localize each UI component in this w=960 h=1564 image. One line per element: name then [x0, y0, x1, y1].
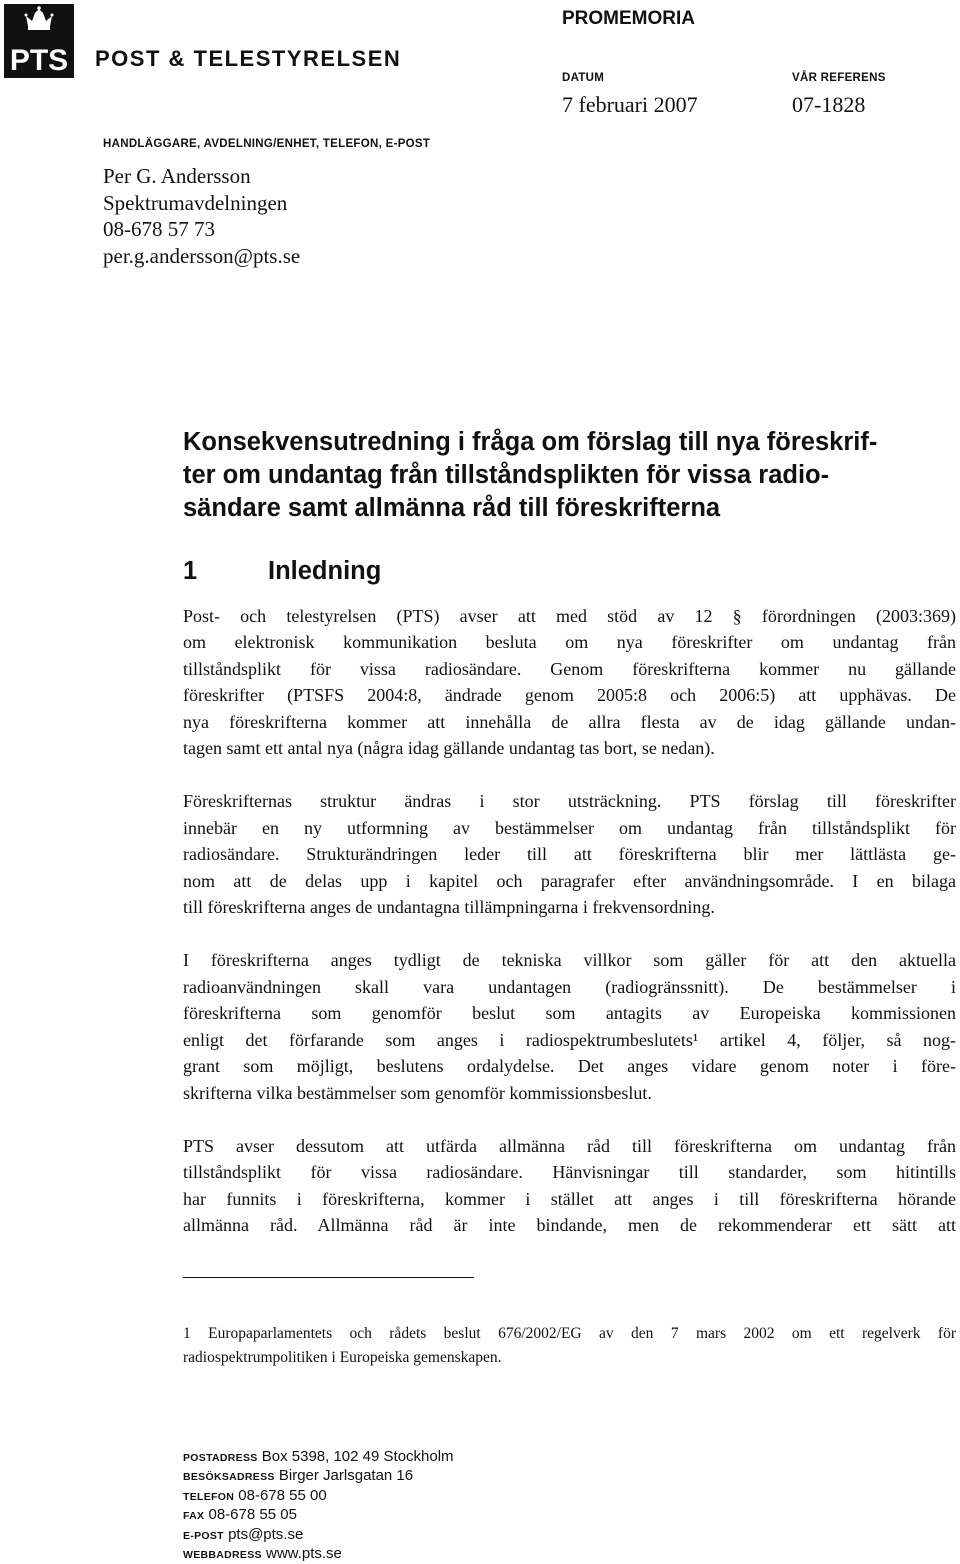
visiting-address: BESÖKSADRESS Birger Jarlsgatan 16: [183, 1467, 414, 1485]
handler-department: Spektrumavdelningen: [103, 190, 288, 215]
text-line: tillståndsplikt för vissa radiosändare. Hänvisningar till standarder, som hitintills: [183, 1162, 956, 1183]
text-line: PTS avser dessutom att utfärda allmänna råd till föreskrifterna om undantag från: [183, 1135, 956, 1156]
title-line: sändare samt allmänna råd till föreskrifterna: [183, 494, 721, 522]
document-title: [183, 426, 959, 525]
document-type: PROMEMORIA: [562, 8, 695, 29]
fax: FAX 08-678 55 05: [183, 1506, 297, 1524]
handler-email: per.g.andersson@pts.se: [103, 243, 301, 268]
body-text: [183, 603, 956, 1266]
telephone: TELEFON 08-678 55 00: [183, 1486, 327, 1504]
footnote: [183, 1322, 956, 1370]
text-line: radiosändare. Strukturändringen leder till att föreskrifterna blir mer lättlästa ge-: [183, 844, 956, 865]
text-line: skrifterna vilka bestämmelser som genomför kommissionsbeslut.: [183, 1082, 652, 1103]
footnote-line: radiospektrumpolitiken i Europeiska gemenskapen.: [183, 1349, 502, 1366]
handler-name: Per G. Andersson: [103, 164, 251, 188]
text-line: innebär en ny utformning av bestämmelser om undantag från tillståndsplikt för: [183, 817, 956, 838]
handler-label: HANDLÄGGARE, AVDELNING/ENHET, TELEFON, E-POST: [103, 138, 431, 150]
pts-crown-logo-icon: [4, 4, 74, 78]
email: E-POST pts@pts.se: [183, 1525, 304, 1543]
reference-value: 07-1828: [792, 92, 866, 117]
paragraph: [183, 1133, 956, 1239]
paragraph: [183, 947, 956, 1105]
text-line: nya föreskrifterna kommer att innehålla de allra flesta av de idag gällande undan-: [183, 711, 956, 732]
title-line: Konsekvensutredning i fråga om förslag till nya föreskrif-: [183, 428, 878, 456]
text-line: föreskrifterna som genomför beslut som antagits av Europeiska kommissionen: [183, 1003, 956, 1024]
text-line: till föreskrifterna anges de undantagna tillämpningarna i frekvensordning.: [183, 897, 715, 918]
text-line: om elektronisk kommunikation besluta om nya föreskrifter om undantag från: [183, 632, 956, 653]
footnote-separator: [183, 1277, 474, 1278]
address-block: [183, 1448, 454, 1564]
paragraph: [183, 788, 956, 920]
handler-phone: 08-678 57 73: [103, 217, 215, 241]
section-heading: [183, 557, 381, 586]
paragraph: [183, 603, 956, 761]
text-line: allmänna råd. Allmänna råd är inte bindande, men de rekommenderar ett sätt att: [183, 1215, 956, 1236]
text-line: Post- och telestyrelsen (PTS) avser att med stöd av 12 § förordningen (2003:369): [183, 606, 956, 626]
date-value: 7 februari 2007: [562, 92, 698, 117]
section-title: Inledning: [268, 557, 382, 585]
postal-address: POSTADRESS Box 5398, 102 49 Stockholm: [183, 1448, 454, 1465]
text-line: tillståndsplikt för vissa radiosändare. Genom föreskrifterna kommer nu gällande: [183, 658, 956, 679]
date-label: DATUM: [562, 72, 605, 84]
title-line: ter om undantag från tillståndsplikten för vissa radio-: [183, 461, 830, 489]
svg-text:PTS: PTS: [9, 44, 69, 77]
text-line: grant som möjligt, beslutens ordalydelse. Det anges vidare genom noter i före-: [183, 1056, 956, 1077]
text-line: tagen samt ett antal nya (några idag gällande undantag tas bort, se nedan).: [183, 738, 715, 759]
handler-contact: [103, 163, 300, 269]
website: WEBBADRESS www.pts.se: [183, 1545, 342, 1563]
footnote-line: 1 Europaparlamentets och rådets beslut 676/2002/EG av den 7 mars 2002 om ett regelverk för: [183, 1325, 956, 1342]
text-line: radioanvändningen skall vara undantagen (radiogränssnitt). De bestämmelser i: [183, 976, 956, 997]
pts-logo: [4, 4, 74, 78]
text-line: enligt det förfarande som anges i radiospektrumbeslutets¹ artikel 4, följer, så nog-: [183, 1029, 956, 1050]
agency-name: POST & TELESTYRELSEN: [95, 46, 402, 71]
section-number: 1: [183, 557, 198, 585]
text-line: nom att de delas upp i kapitel och paragrafer efter användningsområde. I en bilaga: [183, 870, 956, 891]
text-line: har funnits i föreskrifterna, kommer i stället att anges i till föreskrifterna hörande: [183, 1188, 956, 1209]
text-line: föreskrifter (PTSFS 2004:8, ändrade genom 2005:8 och 2006:5) att upphävas. De: [183, 685, 956, 706]
text-line: I föreskrifterna anges tydligt de tekniska villkor som gäller för att den aktuella: [183, 950, 956, 971]
reference-label: VÅR REFERENS: [792, 72, 886, 84]
text-line: Föreskrifternas struktur ändras i stor utsträckning. PTS förslag till föreskrifter: [183, 791, 956, 812]
